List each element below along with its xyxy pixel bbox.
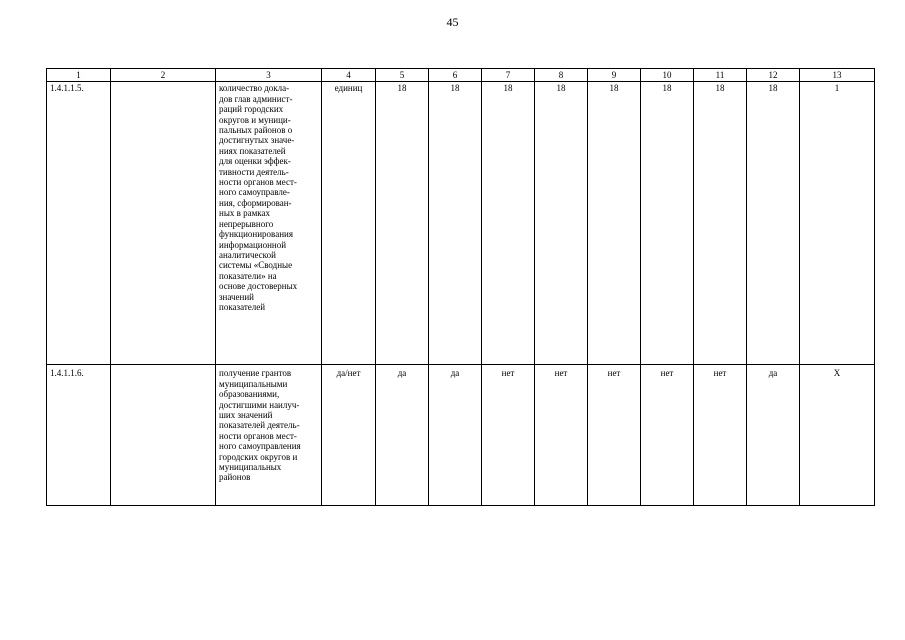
column-header: 11 bbox=[694, 69, 747, 82]
description-line: городских округов и bbox=[219, 451, 298, 462]
description-line: ниях показателей bbox=[219, 145, 286, 156]
row-value: 18 bbox=[588, 82, 641, 365]
row-final-value: 1 bbox=[800, 82, 875, 365]
column-header: 6 bbox=[429, 69, 482, 82]
row-value: 18 bbox=[429, 82, 482, 365]
row-value: нет bbox=[482, 365, 535, 506]
page-number: 45 bbox=[446, 15, 459, 29]
column-header: 3 bbox=[216, 69, 322, 82]
description-line: непрерывного bbox=[219, 218, 274, 229]
column-header: 5 bbox=[376, 69, 429, 82]
row-value: да bbox=[429, 365, 482, 506]
header-row bbox=[47, 69, 875, 82]
row-value: нет bbox=[535, 365, 588, 506]
row-value: 18 bbox=[694, 82, 747, 365]
column-header: 10 bbox=[641, 69, 694, 82]
description-line: количество докла- bbox=[219, 83, 290, 94]
description-line: муниципальных bbox=[219, 462, 282, 473]
row-value: да bbox=[376, 365, 429, 506]
column-header: 7 bbox=[482, 69, 535, 82]
column-header: 1 bbox=[47, 69, 111, 82]
row-value: 18 bbox=[641, 82, 694, 365]
row-value: 18 bbox=[747, 82, 800, 365]
row-description bbox=[216, 82, 322, 365]
row-code: 1.4.1.1.6. bbox=[47, 365, 111, 506]
row-value: нет bbox=[588, 365, 641, 506]
row-value: да bbox=[747, 365, 800, 506]
description-line: получение грантов bbox=[219, 368, 292, 379]
description-line: системы «Сводные bbox=[219, 260, 293, 271]
description-line: функционирования bbox=[219, 229, 293, 240]
row-value: 18 bbox=[482, 82, 535, 365]
row-description bbox=[216, 365, 322, 506]
row-unit: да/нет bbox=[322, 365, 376, 506]
description-line: тивности деятель- bbox=[219, 166, 289, 177]
column-header: 8 bbox=[535, 69, 588, 82]
description-line: ности органов мест- bbox=[219, 177, 297, 188]
row-value: 18 bbox=[376, 82, 429, 365]
row-empty-cell bbox=[111, 365, 216, 506]
column-header: 12 bbox=[747, 69, 800, 82]
indicator-table bbox=[46, 68, 875, 506]
table-row bbox=[47, 82, 875, 365]
description-line: округов и муници- bbox=[219, 114, 291, 125]
description-line: показатели» на bbox=[219, 270, 277, 281]
row-value: 18 bbox=[535, 82, 588, 365]
description-line: ности органов мест- bbox=[219, 430, 297, 441]
row-value: нет bbox=[641, 365, 694, 506]
description-line: для оценки эффек- bbox=[219, 156, 291, 167]
column-header: 4 bbox=[322, 69, 376, 82]
description-line: показателей bbox=[219, 301, 266, 312]
description-line: районов bbox=[219, 472, 251, 483]
description-line: муниципальными bbox=[219, 378, 288, 389]
description-line: ного самоуправле- bbox=[219, 187, 290, 198]
row-empty-cell bbox=[111, 82, 216, 365]
description-line: достигшими наилуч- bbox=[219, 399, 300, 410]
description-line: ших значений bbox=[219, 410, 273, 421]
description-line: основе достоверных bbox=[219, 281, 298, 292]
description-line: значений bbox=[219, 291, 254, 302]
column-header: 13 bbox=[800, 69, 875, 82]
description-line: пальных районов о bbox=[219, 125, 293, 136]
description-line: аналитической bbox=[219, 249, 276, 260]
description-line: ных в рамках bbox=[219, 208, 271, 219]
column-header: 9 bbox=[588, 69, 641, 82]
row-value: нет bbox=[694, 365, 747, 506]
description-line: достигнутых значе- bbox=[219, 135, 295, 146]
row-unit: единиц bbox=[322, 82, 376, 365]
description-line: показателей деятель- bbox=[219, 420, 300, 431]
column-header: 2 bbox=[111, 69, 216, 82]
description-line: раций городских bbox=[219, 104, 284, 115]
description-line: образованиями, bbox=[219, 389, 280, 400]
row-code: 1.4.1.1.5. bbox=[47, 82, 111, 365]
description-line: информационной bbox=[219, 239, 287, 250]
row-final-value: Х bbox=[800, 365, 875, 506]
description-line: ного самоуправления bbox=[219, 441, 301, 452]
description-line: ния, сформирован- bbox=[219, 197, 292, 208]
table-row bbox=[47, 365, 875, 506]
description-line: дов глав админист- bbox=[219, 93, 293, 104]
